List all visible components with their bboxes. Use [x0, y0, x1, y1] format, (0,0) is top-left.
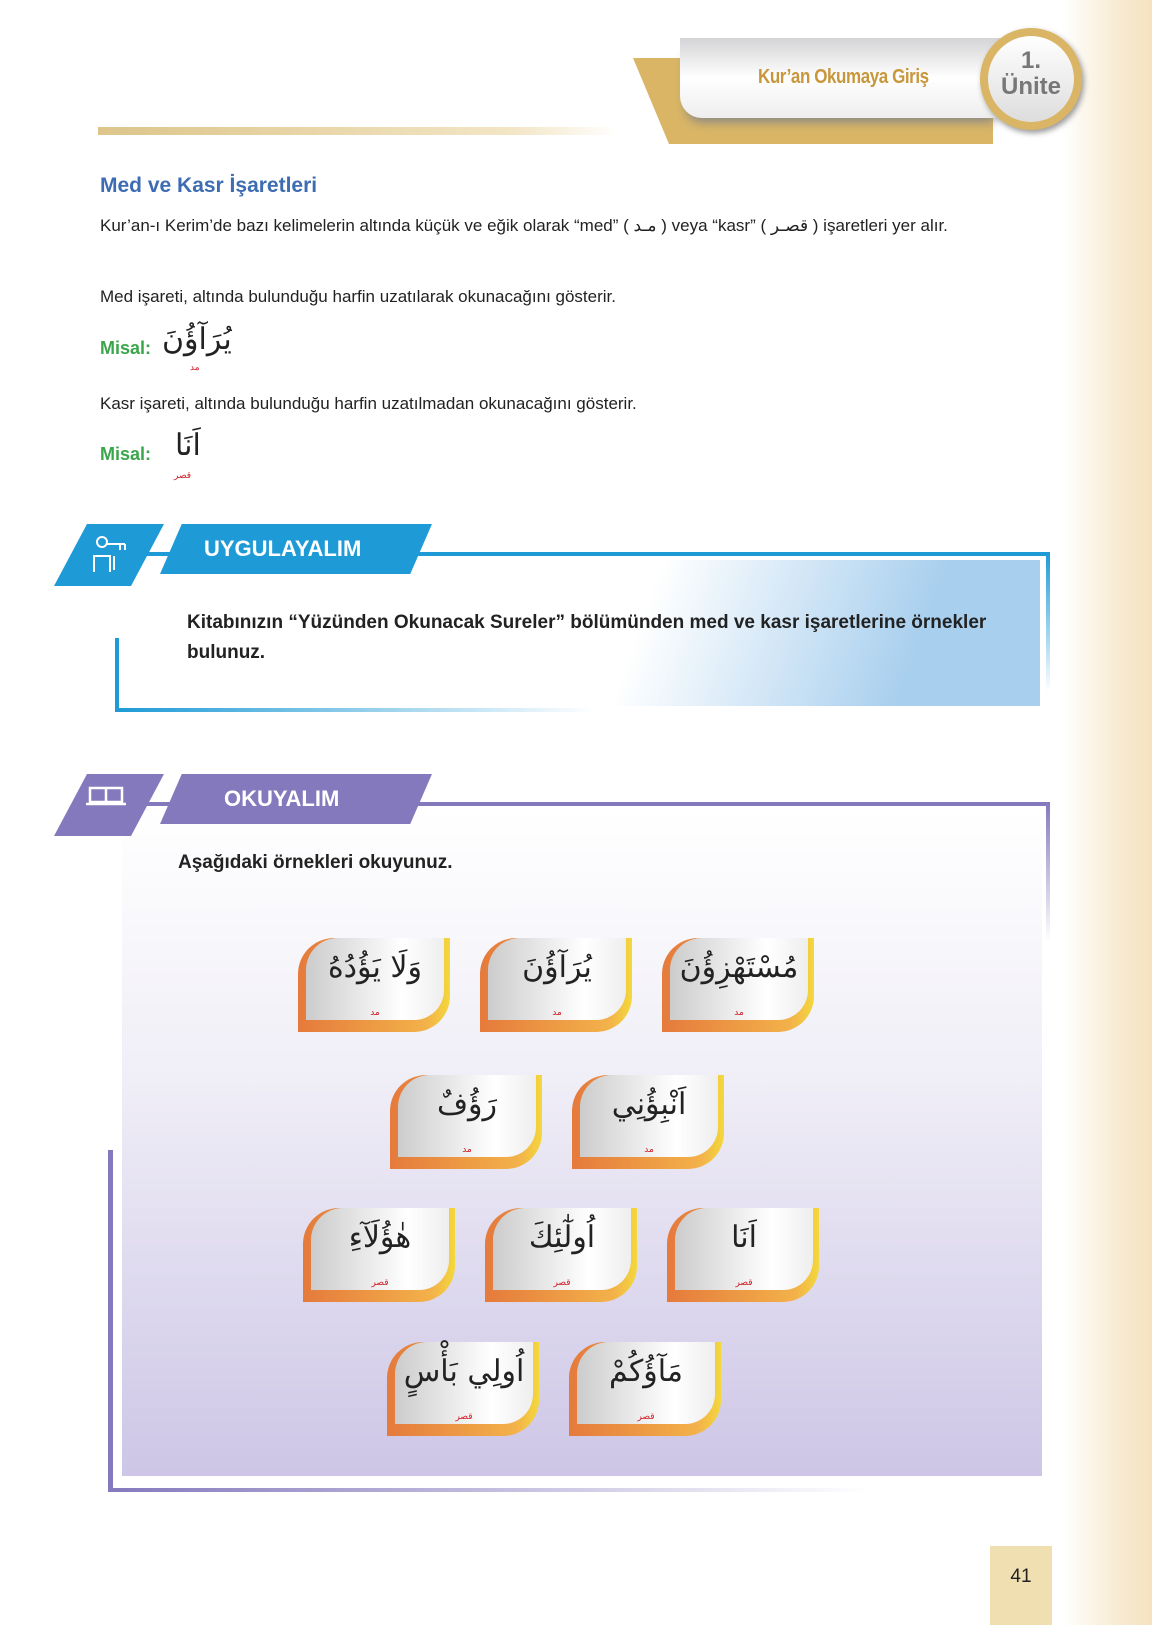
arabic-word: مُسْتَهْزِؤُنَ	[679, 950, 799, 985]
word-card	[667, 1208, 819, 1302]
example-med: يُرَآؤُنَ	[162, 322, 232, 357]
unit-title: Kur’an Okumaya Giriş	[758, 66, 929, 88]
unit-label: Ünite	[1001, 73, 1061, 100]
arabic-word: يُرَآؤُنَ	[522, 950, 592, 985]
arabic-word: اُولِي بَأْسٍ	[403, 1354, 525, 1389]
med-mark: مد	[190, 362, 200, 372]
card-mark: قصر	[553, 1278, 571, 1288]
uygulayalim-title: UYGULAYALIM	[204, 536, 362, 561]
example-kasr: اَنَا	[175, 428, 201, 463]
unit-number: 1.	[1020, 47, 1041, 74]
kasr-mark: قصر	[174, 470, 192, 480]
okuyalim-instruction: Aşağıdaki örnekleri okuyunuz.	[178, 852, 453, 873]
card-mark: مد	[734, 1008, 744, 1018]
uygulayalim-text: Kitabınızın “Yüzünden Okunacak Sureler” bölümünden med ve kasr işaretlerine örnekler bulunuz.	[187, 612, 987, 663]
word-card	[569, 1342, 721, 1436]
paragraph-med: Med işareti, altında bulunduğu harfin uzatılarak okunacağını gösterir.	[100, 287, 616, 306]
paragraph-intro: Kur’an-ı Kerim’de bazı kelimelerin altında küçük ve eğik olarak “med” ( مـد ) veya “kasr” ( قصـر ) işaretleri yer alır.	[100, 216, 948, 235]
card-mark: مد	[552, 1008, 562, 1018]
section-title: Med ve Kasr İşaretleri	[100, 174, 318, 197]
okuyalim-title: OKUYALIM	[224, 786, 340, 811]
card-mark: قصر	[455, 1412, 473, 1422]
word-card	[485, 1208, 637, 1302]
arabic-word: هٰؤُلَآءِ	[348, 1220, 412, 1255]
word-card	[303, 1208, 455, 1302]
unit-badge	[980, 28, 1082, 130]
card-mark: قصر	[371, 1278, 389, 1288]
paragraph-kasr: Kasr işareti, altında bulunduğu harfin uzatılmadan okunacağını gösterir.	[100, 394, 637, 413]
arabic-word: اُولٰٓئِكَ	[528, 1220, 596, 1255]
arabic-word: وَلَا يَؤُدُهُ	[327, 950, 423, 985]
misal-label-2: Misal:	[100, 444, 152, 464]
arabic-word: اَنْبِؤُنِي	[611, 1087, 687, 1122]
word-card	[298, 938, 450, 1032]
arabic-word: مَآؤُكُمْ	[609, 1354, 683, 1389]
card-mark: مد	[644, 1145, 654, 1155]
misal-label: Misal:	[100, 338, 152, 358]
card-mark: قصر	[735, 1278, 753, 1288]
word-card	[390, 1075, 542, 1169]
word-card	[387, 1342, 539, 1436]
card-mark: مد	[370, 1008, 380, 1018]
card-mark: مد	[462, 1145, 472, 1155]
arabic-word: رَؤُفٌ	[436, 1087, 498, 1122]
word-card	[572, 1075, 724, 1169]
word-card	[662, 938, 814, 1032]
header-rule	[98, 127, 618, 135]
word-card	[480, 938, 632, 1032]
card-mark: قصر	[637, 1412, 655, 1422]
arabic-word: اَنَا	[731, 1220, 757, 1255]
page-edge	[1062, 0, 1152, 1625]
page-number: 41	[990, 1546, 1052, 1625]
